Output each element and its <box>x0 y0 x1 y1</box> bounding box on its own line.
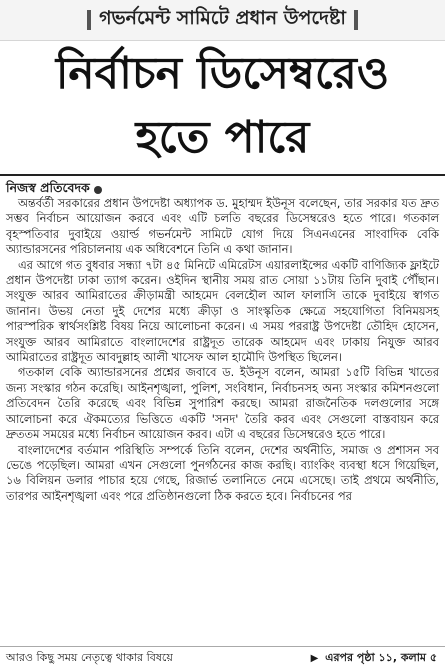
headline-line-1: নির্বাচন ডিসেম্বরেও <box>55 48 390 99</box>
continuation-tail-text: আরও কিছু সময় নেতৃত্বে থাকার বিষয়ে <box>6 651 173 664</box>
kicker-bar-left <box>87 10 91 30</box>
continued-on-page-text: এরপর পৃষ্ঠা ১১, কলাম ৫ <box>325 651 437 664</box>
byline-bullet-icon <box>94 186 102 194</box>
triangle-right-icon: ▶ <box>310 653 319 664</box>
article-body <box>6 196 439 504</box>
headline-rule <box>0 174 445 176</box>
article-paragraph-3: গতকাল বেকি অ্যান্ডারসনের প্রশ্নের জবাবে ড. ইউনূস বলেন, আমরা ১৫টি বিভিন্ন খাতের জন্য সংস্কার গঠন করেছি। আইনশৃঙ্খলা, পুলিশ, সংবিধান, নির্বাচনসহ অন্য সংস্কার কমিশনগুলো প্রতিবেদন তৈরি করেছে এবং বিভিন্ন সুপারিশ করছে। আমরা রাজনৈতিক দলগুলোর সঙ্গে আলোচনা করে ঐকমত্যের ভিত্তিতে একটি 'সনদ' তৈরি করব এবং সেগুলো বাস্তবায়ন করে দ্রুততম সময়ের মধ্যে নির্বাচন আয়োজন করব। এটা এ বছরের ডিসেম্বরেও হতে পারে। <box>6 365 439 442</box>
byline-text: নিজস্ব প্রতিবেদক <box>6 180 90 195</box>
kicker-bar-right <box>354 10 358 30</box>
continued-on-page-link[interactable] <box>311 649 437 668</box>
article-footer <box>0 646 445 665</box>
article-paragraph-2: এর আগে গত বুধবার সন্ধ্যা ৭টা ৪৫ মিনিটে এমিরেটস এয়ারলাইন্সের একটি বাণিজ্যিক ফ্লাইটে প্রধান উপদেষ্টা ঢাকা ত্যাগ করেন। ওইদিন স্থানীয় সময় রাত সোয়া ১১টায় তিনি দুবাই পৌঁছান। সংযুক্ত আরব আমিরাতের ক্রীড়ামন্ত্রী আহমেদ বেলহৌল আল ফালাসি তাকে দুবাইয়ে স্বাগত জানান। উভয় নেতা দুই দেশের মধ্যে ক্রীড়া ও সাংস্কৃতিক ক্ষেত্রে সহযোগিতা বিনিময়সহ পারস্পরিক স্বার্থসংশ্লিষ্ট বিষয় নিয়ে আলোচনা করেন। এ সময় পররাষ্ট্র উপদেষ্টা তৌহিদ হোসেন, সংযুক্ত আরব আমিরাতে বাংলাদেশের রাষ্ট্রদূত তারেক আহমেদ এবং ঢাকায় নিযুক্ত আরব আমিরাতের রাষ্ট্রদূত আবদুল্লাহ আলী খাসেফ আল হামৌদি উপস্থিত ছিলেন। <box>6 257 439 365</box>
kicker-banner <box>0 0 445 41</box>
article-paragraph-4: বাংলাদেশের বর্তমান পরিস্থিতি সম্পর্কে তিনি বলেন, দেশের অর্থনীতি, সমাজ ও প্রশাসন সব ভেঙে পড়েছিল। আমরা এখন সেগুলো পুনর্গঠনের কাজ করছি। ব্যাংকিং ব্যবস্থা ধসে গিয়েছিল, ১৬ বিলিয়ন ডলার পাচার হয়ে গেছে, রিজার্ভ তলানিতে নেমে এসেছে। তাই প্রথমে অর্থনীতি, তারপর আইনশৃঙ্খলা এবং পরে প্রতিষ্ঠানগুলো ঠিক করতে হবে। নির্বাচনের পর <box>6 442 439 503</box>
headline-line-2: হতে পারে <box>135 112 310 163</box>
article-paragraph-1: অন্তর্বর্তী সরকারের প্রধান উপদেষ্টা অধ্যাপক ড. মুহাম্মদ ইউনূস বলেছেন, তার সরকার যত দ্রুত সম্ভব নির্বাচন আয়োজন করবে এবং এটি চলতি বছরের ডিসেম্বরেও হতে পারে। গতকাল বৃহস্পতিবার দুবাইয়ে ওয়ার্ল্ড গভর্নমেন্ট সামিটে যোগ দিয়ে সিএনএনের সাংবাদিক বেকি অ্যান্ডারসনের পরিচালনায় এক অধিবেশনে তিনি এ কথা জানান। <box>6 196 439 257</box>
kicker-text: গভর্নমেন্ট সামিটে প্রধান উপদেষ্টা <box>99 7 346 29</box>
